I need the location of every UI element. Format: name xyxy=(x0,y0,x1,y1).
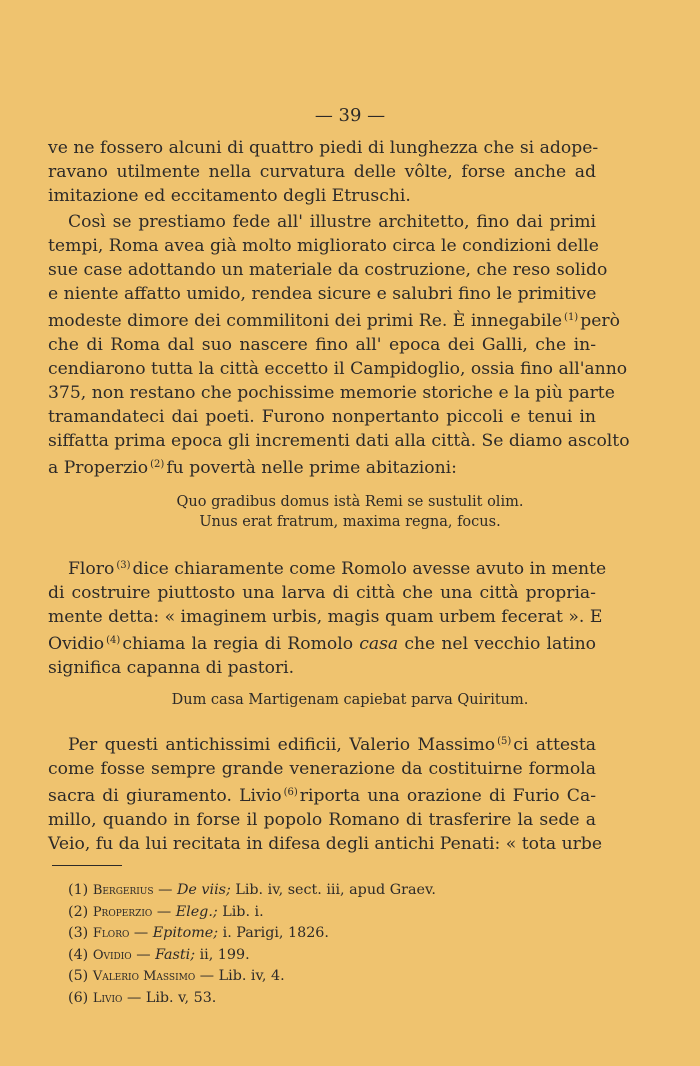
latin-verse-block xyxy=(0,492,700,532)
text-line: che di Roma dal suo nascere fino all' epoca dei Galli, che in- xyxy=(48,335,596,355)
text-segment: che nel vecchio latino xyxy=(404,634,597,654)
paragraph-1 xyxy=(48,136,599,208)
verse-line: Unus erat fratrum, maxima regna, focus. xyxy=(199,514,501,530)
footnote-work: Fasti; xyxy=(155,946,196,963)
text-segment: Floro xyxy=(68,559,115,579)
footnote-ref-2: (2) xyxy=(150,459,165,470)
footnote-work: Epitome; xyxy=(152,925,219,941)
footnote-number: (2) xyxy=(68,903,89,920)
footnotes xyxy=(68,880,628,1009)
text-segment: modeste dimore dei commilitoni dei primi Re. È innegabile xyxy=(48,311,563,331)
footnote-number: (1) xyxy=(68,882,89,898)
footnote-reference: i. Parigi, 1826. xyxy=(222,925,329,941)
footnote-number: (5) xyxy=(68,968,89,984)
footnote-1 xyxy=(68,880,628,902)
footnote-author: Floro xyxy=(92,926,130,941)
footnote-ref-5: (5) xyxy=(497,736,512,747)
footnote-3 xyxy=(68,923,628,945)
footnote-author: Bergerius xyxy=(92,883,154,898)
footnote-reference: Lib. i. xyxy=(222,903,264,920)
text-line: ravano utilmente nella curvatura delle vôlte, forse anche ad xyxy=(48,162,596,182)
paragraph-4 xyxy=(48,730,603,856)
italic-word: casa xyxy=(359,634,399,654)
text-line: Veio, fu da lui recitata in difesa degli antichi Penati: « tota urbe xyxy=(48,834,603,854)
footnote-reference: Lib. v, 53. xyxy=(145,989,217,1006)
text-line: sue case adottando un materiale da costruzione, che reso solido xyxy=(48,260,608,280)
text-segment: riporta una orazione di Furio Ca- xyxy=(299,786,597,806)
paragraph-2 xyxy=(48,210,630,480)
text-line xyxy=(48,306,620,333)
text-line: tramandateci dai poeti. Furono nonpertanto piccoli e tenui in xyxy=(48,407,596,427)
text-segment: sacra di giuramento. Livio xyxy=(48,786,282,806)
footnote-dash: — xyxy=(126,989,142,1006)
footnote-work: De viis; xyxy=(176,882,231,898)
text-segment: a Properzio xyxy=(48,458,149,478)
footnote-author: Ovidio xyxy=(92,947,132,963)
text-line: tempi, Roma avea già molto migliorato circa le condizioni delle xyxy=(48,236,599,256)
paragraph-3 xyxy=(48,554,607,680)
text-line: di costruire piuttosto una larva di città che una città propria- xyxy=(48,583,596,603)
text-line: 375, non restano che pochissime memorie storiche e la più parte xyxy=(48,383,615,403)
footnote-reference: ii, 199. xyxy=(199,946,250,963)
footnote-reference: Lib. iv, 4. xyxy=(218,968,285,984)
footnote-dash: — xyxy=(156,903,172,920)
footnote-ref-6: (6) xyxy=(283,787,298,798)
text-segment: Per questi antichissimi edificii, Valerio Massimo xyxy=(68,735,496,755)
text-line xyxy=(48,554,607,581)
text-segment: chiama la regia di Romolo xyxy=(122,634,354,654)
text-line xyxy=(48,730,596,757)
text-line: cendiarono tutta la città eccetto il Campidoglio, ossia fino all'anno xyxy=(48,359,628,379)
text-segment: dice chiaramente come Romolo avesse avuto in mente xyxy=(132,559,607,579)
text-line: millo, quando in forse il popolo Romano di trasferire la sede a xyxy=(48,810,596,830)
footnote-dash: — xyxy=(199,968,215,984)
text-line: e niente affatto umido, rendea sicure e salubri fino le primitive xyxy=(48,284,597,304)
text-line: imitazione ed eccitamento degli Etruschi. xyxy=(48,186,411,206)
text-line xyxy=(48,781,596,808)
footnote-number: (3) xyxy=(68,925,89,941)
text-line: siffatta prima epoca gli incrementi dati alla città. Se diamo ascolto xyxy=(48,431,630,451)
footnote-author: Properzio xyxy=(92,904,153,920)
verse-line: Quo gradibus domus istà Remi se sustulit olim. xyxy=(176,494,524,510)
latin-verse-single: Dum casa Martigenam capiebat parva Quiritum. xyxy=(171,692,529,708)
text-line: Così se prestiamo fede all' illustre architetto, fino dai primi xyxy=(68,212,596,232)
footnote-number: (4) xyxy=(68,946,89,963)
footnote-2 xyxy=(68,902,628,924)
text-line: significa capanna di pastori. xyxy=(48,658,295,678)
footnote-6 xyxy=(68,988,628,1010)
footnote-work: Eleg.; xyxy=(175,903,218,920)
footnote-separator xyxy=(52,865,122,866)
text-line xyxy=(48,453,596,480)
text-line: ve ne fossero alcuni di quattro piedi di lunghezza che si adope- xyxy=(48,138,599,158)
footnote-5 xyxy=(68,966,628,988)
text-line xyxy=(48,629,596,656)
footnote-reference: Lib. iv, sect. iii, apud Graev. xyxy=(235,882,436,898)
text-segment: fu povertà nelle prime abitazioni: xyxy=(166,458,457,478)
text-segment: Ovidio xyxy=(48,634,105,654)
page-number: — 39 — xyxy=(314,105,386,126)
footnote-number: (6) xyxy=(68,989,89,1006)
footnote-ref-1: (1) xyxy=(564,312,579,323)
footnote-dash: — xyxy=(133,925,149,941)
footnote-ref-3: (3) xyxy=(116,560,131,571)
footnote-author: Valerio Massimo xyxy=(92,969,196,984)
footnote-4 xyxy=(68,945,628,967)
text-segment: però xyxy=(580,311,620,331)
footnote-dash: — xyxy=(158,882,173,898)
footnote-author: Livio xyxy=(92,990,123,1006)
footnote-dash: — xyxy=(136,946,151,963)
footnote-ref-4: (4) xyxy=(106,635,121,646)
text-segment: ci attesta xyxy=(513,735,597,755)
text-line: come fosse sempre grande venerazione da costituirne formola xyxy=(48,759,596,779)
text-line: mente detta: « imaginem urbis, magis quam urbem fecerat ». E xyxy=(48,607,603,627)
